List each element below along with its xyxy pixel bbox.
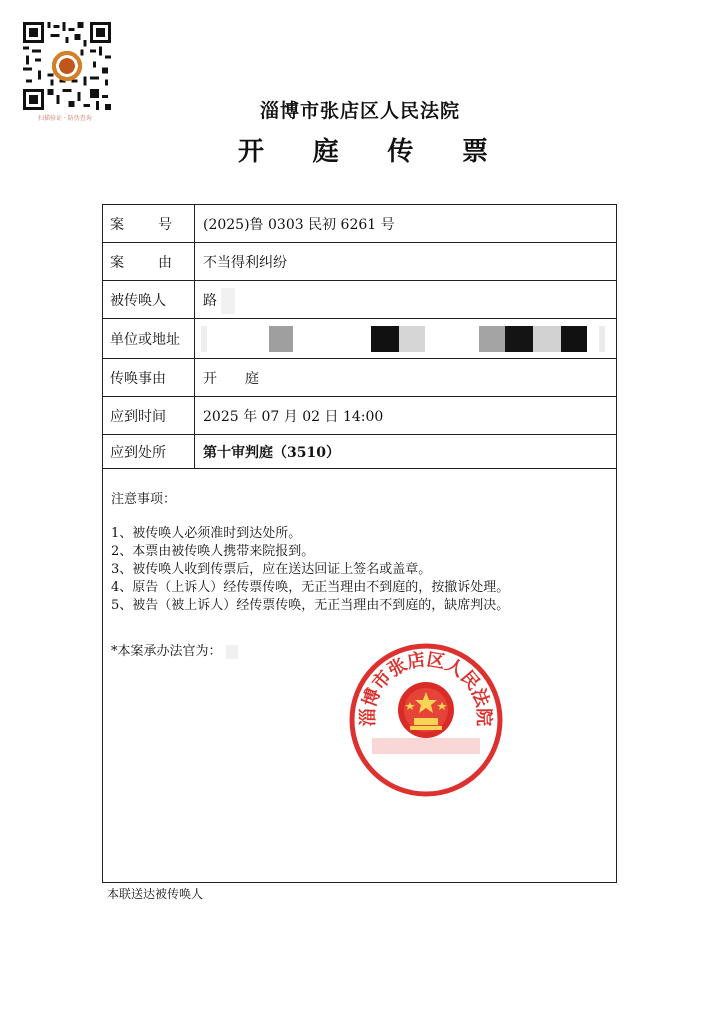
- summons-reason-value: [195, 359, 616, 396]
- summoned-person-value: [195, 281, 616, 318]
- note-item: 1、被传唤人必须准时到达处所。: [111, 526, 302, 541]
- appearance-time-value: 2025 年 07 月 02 日 14:00: [203, 408, 384, 425]
- national-emblem-icon: [398, 682, 454, 738]
- title-char: 开: [238, 137, 265, 167]
- redaction-block: [371, 326, 399, 352]
- field-label: 传唤事由: [103, 359, 195, 396]
- redaction-block: [479, 326, 507, 352]
- document-title: [238, 131, 488, 168]
- field-label: 案 号: [103, 205, 195, 242]
- case-cause-row: [103, 243, 616, 281]
- note-item: 4、原告（上诉人）经传票传唤，无正当理由不到庭的，按撤诉处理。: [111, 580, 510, 595]
- appearance-place-row: [103, 435, 616, 469]
- appearance-place-value: 第十审判庭（3510）: [203, 444, 340, 461]
- note-item: 5、被告（被上诉人）经传票传唤，无正当理由不到庭的，缺席判决。: [111, 598, 510, 613]
- qr-caption: 扫描验证 · 防伪查询: [38, 115, 92, 122]
- notes-heading: 注意事项：: [111, 492, 177, 507]
- redaction-block: [561, 326, 587, 352]
- case-number-row: [103, 205, 616, 243]
- field-label: 单位或地址: [103, 319, 195, 358]
- reason-char: 开: [203, 370, 217, 387]
- field-label: 应到时间: [103, 397, 195, 434]
- title-char: 传: [387, 137, 414, 167]
- reason-char: 庭: [245, 370, 259, 387]
- redaction-block: [533, 326, 561, 352]
- note-item: 2、本票由被传唤人携带来院报到。: [111, 544, 315, 559]
- handling-judge-label: *本案承办法官为：: [111, 644, 222, 659]
- title-char: 票: [461, 137, 488, 167]
- address-row: [103, 319, 616, 359]
- handling-judge: [111, 640, 238, 659]
- field-label: 被传唤人: [103, 281, 195, 318]
- appearance-time-row: [103, 397, 616, 435]
- notes-section: [111, 488, 509, 615]
- field-label: 案 由: [103, 243, 195, 280]
- redaction-block: [221, 288, 235, 314]
- case-number-value: (2025)鲁 0303 民初 6261 号: [203, 216, 395, 233]
- footer-note: 本联送达被传唤人: [107, 887, 204, 901]
- redaction-block: [599, 326, 605, 352]
- note-item: 3、被传唤人收到传票后，应在送达回证上签名或盖章。: [111, 562, 432, 577]
- redaction-block: [269, 326, 293, 352]
- case-cause-value: 不当得利纠纷: [203, 254, 287, 271]
- court-name: 淄博市张店区人民法院: [259, 100, 460, 122]
- redaction-block: [226, 645, 238, 659]
- field-label: 应到处所: [103, 435, 195, 468]
- summoned-person-name: 路: [203, 292, 217, 309]
- address-value: [195, 319, 616, 358]
- summoned-person-row: [103, 281, 616, 319]
- seal-text: 淄博市张店区人民法院: [357, 649, 495, 727]
- redaction-block: [399, 326, 425, 352]
- court-seal: [346, 640, 506, 800]
- redaction-block: [505, 326, 533, 352]
- redaction-block: [201, 326, 207, 352]
- summons-reason-row: [103, 359, 616, 397]
- title-char: 庭: [312, 137, 339, 167]
